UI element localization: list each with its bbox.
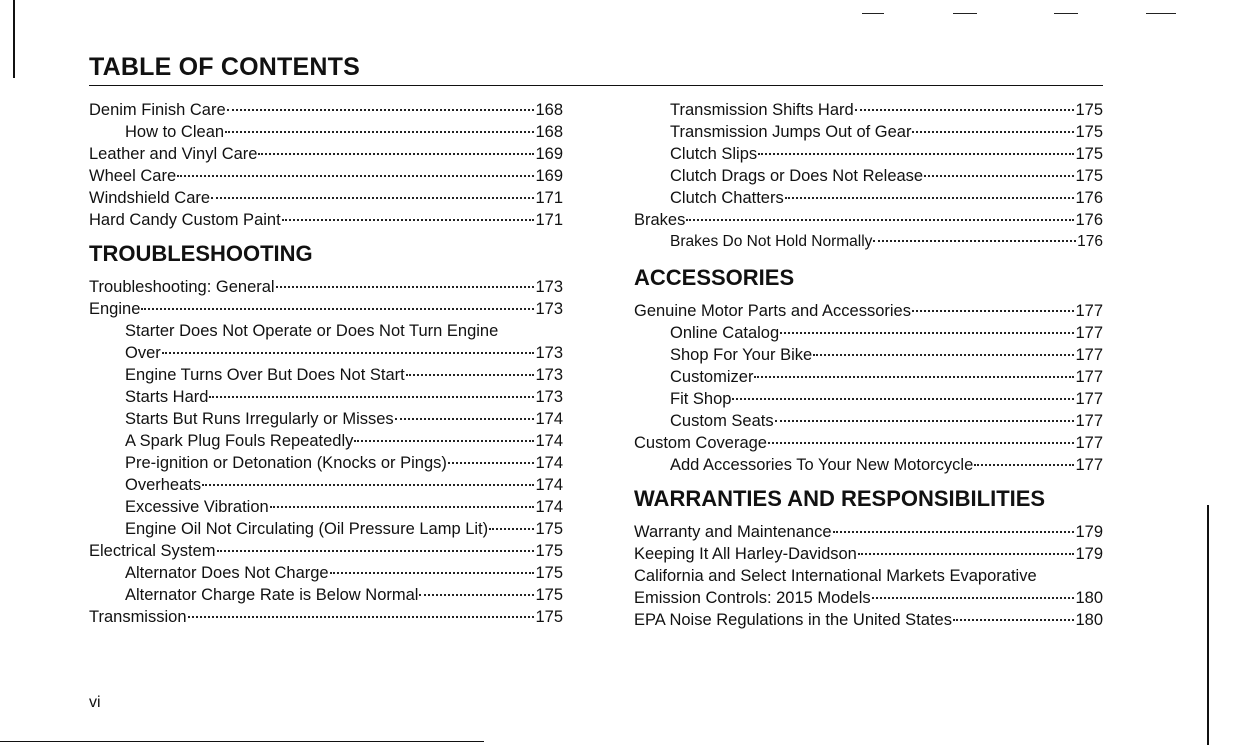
toc-entry-title: Pre-ignition or Detonation (Knocks or Pings) — [125, 454, 447, 472]
toc-entry-page: 173 — [535, 344, 563, 362]
leader-dots — [162, 352, 535, 354]
toc-entry[interactable] — [634, 121, 1103, 143]
toc-entry-title: Engine — [89, 300, 141, 318]
leader-dots — [258, 153, 534, 155]
toc-entry-page: 175 — [535, 542, 563, 560]
toc-entry[interactable] — [89, 452, 563, 474]
toc-entry[interactable] — [89, 584, 563, 606]
toc-entry-title: Alternator Charge Rate is Below Normal — [125, 586, 419, 604]
toc-entry-title: Custom Coverage — [634, 434, 767, 452]
toc-entry-page: 176 — [1077, 233, 1103, 250]
toc-entry-title: Warranty and Maintenance — [634, 523, 832, 541]
leader-dots — [732, 398, 1074, 400]
toc-entry[interactable] — [634, 587, 1103, 609]
leader-dots — [395, 418, 535, 420]
toc-entry[interactable] — [89, 606, 563, 628]
toc-entry-page: 176 — [1075, 189, 1103, 207]
toc-entry-title: Custom Seats — [670, 412, 774, 430]
toc-entry-title: Electrical System — [89, 542, 216, 560]
toc-entry-title: EPA Noise Regulations in the United States — [634, 611, 952, 629]
right-margin-line — [1207, 505, 1209, 745]
toc-entry-page: 177 — [1075, 390, 1103, 408]
toc-entry-page: 177 — [1075, 412, 1103, 430]
header-dash — [1146, 13, 1176, 14]
toc-entry[interactable] — [634, 99, 1103, 121]
leader-dots — [419, 594, 534, 596]
toc-entry[interactable] — [89, 209, 563, 231]
header-dash — [1054, 13, 1078, 14]
toc-entry-page: 176 — [1075, 211, 1103, 229]
leader-dots — [953, 619, 1075, 621]
toc-right-column — [634, 99, 1103, 631]
toc-entry[interactable] — [89, 121, 563, 143]
leader-dots — [754, 376, 1074, 378]
toc-entry-line[interactable] — [634, 565, 1103, 587]
toc-left-column — [89, 99, 563, 628]
toc-entry[interactable] — [634, 366, 1103, 388]
toc-entry-title: Starter Does Not Operate or Does Not Turn Engine — [125, 322, 499, 340]
section-heading-accessories: ACCESSORIES — [634, 265, 795, 290]
toc-entry[interactable] — [634, 432, 1103, 454]
toc-entry[interactable] — [634, 231, 1103, 253]
toc-entry-title: Brakes Do Not Hold Normally — [670, 233, 873, 250]
left-margin-line — [13, 0, 15, 78]
leader-dots — [177, 175, 534, 177]
toc-entry-title: California and Select International Markets Evaporative — [634, 567, 1037, 585]
toc-entry-title: Engine Turns Over But Does Not Start — [125, 366, 405, 384]
toc-entry-page: 173 — [535, 388, 563, 406]
toc-entry-page: 168 — [535, 123, 563, 141]
toc-entry-page: 180 — [1075, 611, 1103, 629]
toc-entry-title: Wheel Care — [89, 167, 177, 185]
toc-entry-title: Transmission Jumps Out of Gear — [670, 123, 912, 141]
toc-entry[interactable] — [634, 344, 1103, 366]
toc-entry-title: Hard Candy Custom Paint — [89, 211, 281, 229]
leader-dots — [276, 286, 535, 288]
toc-entry[interactable] — [89, 276, 563, 298]
leader-dots — [974, 464, 1074, 466]
toc-entry[interactable] — [89, 496, 563, 518]
toc-entry-page: 171 — [535, 211, 563, 229]
leader-dots — [354, 440, 534, 442]
leader-dots — [489, 528, 534, 530]
leader-dots — [202, 484, 534, 486]
toc-entry-page: 173 — [535, 366, 563, 384]
leader-dots — [780, 332, 1074, 334]
toc-entry-title: Brakes — [634, 211, 686, 229]
toc-entry[interactable] — [89, 386, 563, 408]
toc-entry-page: 175 — [1075, 145, 1103, 163]
toc-entry-title: Genuine Motor Parts and Accessories — [634, 302, 911, 320]
toc-entry-title: Alternator Does Not Charge — [125, 564, 329, 582]
toc-entry-title: Transmission Shifts Hard — [670, 101, 854, 119]
toc-entry-page: 177 — [1075, 434, 1103, 452]
toc-entry-page: 168 — [535, 101, 563, 119]
toc-entry-title: Over — [125, 344, 161, 362]
toc-entry-page: 173 — [535, 278, 563, 296]
leader-dots — [282, 219, 535, 221]
page-title: TABLE OF CONTENTS — [89, 53, 360, 81]
toc-entry[interactable] — [89, 430, 563, 452]
toc-entry[interactable] — [89, 540, 563, 562]
toc-entry-page: 177 — [1075, 368, 1103, 386]
toc-entry[interactable] — [634, 300, 1103, 322]
toc-entry-page: 174 — [535, 432, 563, 450]
leader-dots — [227, 109, 535, 111]
toc-entry[interactable] — [89, 342, 563, 364]
toc-entry[interactable] — [89, 474, 563, 496]
toc-entry-page: 177 — [1075, 324, 1103, 342]
toc-entry[interactable] — [89, 143, 563, 165]
leader-dots — [209, 396, 534, 398]
leader-dots — [872, 597, 1075, 599]
leader-dots — [188, 616, 535, 618]
leader-dots — [448, 462, 535, 464]
toc-entry-page: 175 — [1075, 123, 1103, 141]
toc-entry-title: Transmission — [89, 608, 187, 626]
leader-dots — [855, 109, 1075, 111]
toc-entry[interactable] — [634, 454, 1103, 476]
toc-entry-title: Overheats — [125, 476, 202, 494]
toc-entry-page: 179 — [1075, 545, 1103, 563]
toc-entry-title: Windshield Care — [89, 189, 211, 207]
section-heading-warranties: WARRANTIES AND RESPONSIBILITIES — [634, 486, 1046, 511]
toc-entry[interactable] — [634, 543, 1103, 565]
toc-entry[interactable] — [89, 408, 563, 430]
title-rule — [89, 85, 1103, 86]
toc-entry-title: Online Catalog — [670, 324, 780, 342]
leader-dots — [912, 131, 1074, 133]
header-dash — [862, 13, 884, 14]
leader-dots — [758, 153, 1074, 155]
leader-dots — [813, 354, 1074, 356]
leader-dots — [217, 550, 535, 552]
toc-entry[interactable] — [89, 364, 563, 386]
toc-entry[interactable] — [634, 388, 1103, 410]
toc-entry-page: 173 — [535, 300, 563, 318]
toc-entry-page: 169 — [535, 145, 563, 163]
toc-entry-title: Emission Controls: 2015 Models — [634, 589, 871, 607]
toc-entry-page: 175 — [535, 520, 563, 538]
leader-dots — [141, 308, 534, 310]
toc-entry-title: Keeping It All Harley-Davidson — [634, 545, 857, 563]
toc-entry-page: 174 — [535, 410, 563, 428]
page-number: vi — [89, 694, 101, 711]
toc-entry[interactable] — [89, 518, 563, 540]
toc-entry-page: 175 — [1075, 101, 1103, 119]
toc-entry[interactable] — [634, 521, 1103, 543]
toc-entry-title: Denim Finish Care — [89, 101, 226, 119]
toc-entry-title: Clutch Chatters — [670, 189, 784, 207]
toc-entry-title: Add Accessories To Your New Motorcycle — [670, 456, 974, 474]
toc-entry-title: Fit Shop — [670, 390, 732, 408]
toc-entry[interactable] — [634, 410, 1103, 432]
toc-entry-title: A Spark Plug Fouls Repeatedly — [125, 432, 354, 450]
section-heading-troubleshooting: TROUBLESHOOTING — [89, 241, 313, 266]
toc-entry-page: 180 — [1075, 589, 1103, 607]
toc-entry-page: 175 — [1075, 167, 1103, 185]
toc-entry-title: How to Clean — [125, 123, 225, 141]
toc-entry-page: 174 — [535, 498, 563, 516]
toc-entry-page: 175 — [535, 608, 563, 626]
toc-entry-title: Clutch Slips — [670, 145, 758, 163]
leader-dots — [686, 219, 1074, 221]
leader-dots — [768, 442, 1074, 444]
toc-entry[interactable] — [634, 322, 1103, 344]
toc-entry-title: Customizer — [670, 368, 754, 386]
toc-entry-page: 171 — [535, 189, 563, 207]
header-dash — [953, 13, 977, 14]
toc-entry[interactable] — [89, 298, 563, 320]
toc-entry-page: 177 — [1075, 302, 1103, 320]
toc-entry[interactable] — [634, 187, 1103, 209]
toc-entry[interactable] — [89, 562, 563, 584]
leader-dots — [858, 553, 1075, 555]
toc-entry[interactable] — [89, 165, 563, 187]
leader-dots — [270, 506, 535, 508]
toc-entry-page: 175 — [535, 586, 563, 604]
toc-entry[interactable] — [89, 187, 563, 209]
toc-entry-title: Starts But Runs Irregularly or Misses — [125, 410, 394, 428]
toc-entry-title: Leather and Vinyl Care — [89, 145, 258, 163]
toc-entry-page: 177 — [1075, 456, 1103, 474]
toc-entry[interactable] — [634, 609, 1103, 631]
bottom-edge-line — [0, 741, 484, 742]
leader-dots — [873, 240, 1076, 242]
leader-dots — [211, 197, 534, 199]
toc-entry-title: Clutch Drags or Does Not Release — [670, 167, 924, 185]
toc-entry-title: Troubleshooting: General — [89, 278, 275, 296]
toc-entry-page: 179 — [1075, 523, 1103, 541]
toc-entry-title: Excessive Vibration — [125, 498, 269, 516]
leader-dots — [330, 572, 535, 574]
toc-entry[interactable] — [634, 143, 1103, 165]
leader-dots — [833, 531, 1075, 533]
leader-dots — [225, 131, 534, 133]
leader-dots — [775, 420, 1075, 422]
toc-entry-line[interactable] — [89, 320, 563, 342]
toc-entry-page: 175 — [535, 564, 563, 582]
toc-entry[interactable] — [89, 99, 563, 121]
leader-dots — [924, 175, 1074, 177]
toc-entry[interactable] — [634, 165, 1103, 187]
toc-entry-title: Starts Hard — [125, 388, 209, 406]
leader-dots — [912, 310, 1074, 312]
toc-entry-title: Engine Oil Not Circulating (Oil Pressure Lamp Lit) — [125, 520, 489, 538]
toc-entry[interactable] — [634, 209, 1103, 231]
toc-entry-page: 174 — [535, 476, 563, 494]
toc-entry-title: Shop For Your Bike — [670, 346, 813, 364]
leader-dots — [785, 197, 1075, 199]
toc-entry-page: 174 — [535, 454, 563, 472]
toc-entry-page: 177 — [1075, 346, 1103, 364]
leader-dots — [406, 374, 535, 376]
toc-entry-page: 169 — [535, 167, 563, 185]
